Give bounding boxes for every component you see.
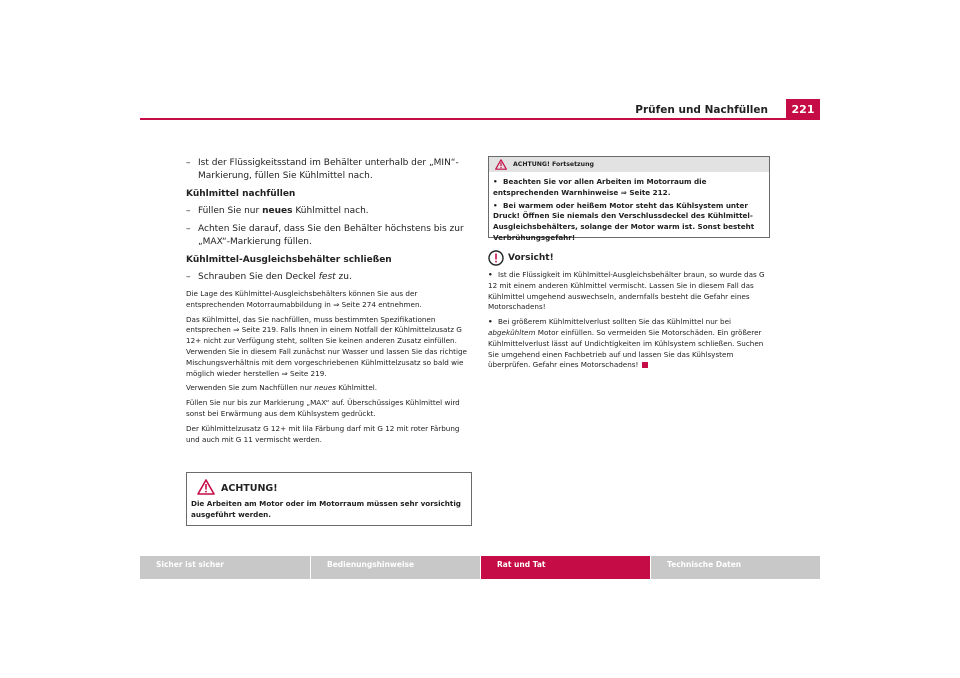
section-end-icon bbox=[642, 362, 648, 368]
info-paragraph: Füllen Sie nur bis zur Markierung „MAX“ auf. Überschüssiges Kühlmittel wird sonst bei Erwärmung aus dem Kühlsystem gedrückt. bbox=[186, 398, 460, 418]
step-item bbox=[186, 271, 472, 284]
step-item bbox=[186, 223, 472, 249]
continuation-body bbox=[489, 172, 769, 244]
step-text: Füllen Sie nur neues Kühlmittel nach. bbox=[198, 206, 369, 216]
step-item bbox=[186, 205, 472, 218]
arrow-icon: ⇒ bbox=[281, 368, 288, 378]
tab-bedienungshinweise[interactable]: Bedienungshinweise bbox=[310, 556, 480, 579]
page-reference[interactable]: Seite 274 bbox=[341, 299, 376, 309]
warning-box bbox=[186, 472, 472, 526]
caution-exclamation-icon bbox=[488, 250, 504, 266]
continuation-header bbox=[489, 157, 769, 172]
dash-marker: – bbox=[186, 272, 191, 282]
bullet-marker: • bbox=[488, 270, 493, 279]
dash-marker: – bbox=[186, 206, 191, 216]
bullet-marker: • bbox=[493, 177, 498, 186]
info-paragraph: Das Kühlmittel, das Sie nachfüllen, muss bestimmten Spezifikationen entsprechen ⇒ Seite 219. Falls Ihnen in einem Notfall der Kühlmittelzusatz G 12+ nicht zur Verfügung steht, sollten Sie keinen anderen Zusatz einfüllen. Verwenden Sie in diesem Fall zunächst nur Wasser und lassen Sie das richtige Mischungsverhältnis mit dem vorgeschriebenen Kühlmittelzusatz so bald wie möglich wieder herstellen ⇒ Seite 219. bbox=[186, 314, 467, 378]
caution-title: Vorsicht! bbox=[508, 253, 554, 263]
warning-triangle-icon bbox=[197, 479, 215, 495]
dash-marker: – bbox=[186, 158, 191, 168]
warning-title: ACHTUNG! bbox=[221, 482, 278, 494]
subheading: Kühlmittel nachfüllen bbox=[186, 189, 296, 199]
step-text: Schrauben Sie den Deckel fest zu. bbox=[198, 272, 352, 282]
info-paragraph: Die Lage des Kühlmittel-Ausgleichsbehälters können Sie aus der entsprechenden Motorraumabbildung in ⇒ Seite 274 entnehmen. bbox=[186, 289, 422, 309]
warning-text: Die Arbeiten am Motor oder im Motorraum müssen sehr vorsichtig ausgeführt werden. bbox=[191, 499, 461, 519]
page-number: 221 bbox=[786, 99, 820, 119]
step-text: Achten Sie darauf, dass Sie den Behälter höchstens bis zur „MAX“-Markierung füllen. bbox=[198, 224, 464, 247]
arrow-icon: ⇒ bbox=[233, 325, 240, 335]
continuation-title: ACHTUNG! Fortsetzung bbox=[513, 161, 594, 168]
dash-marker: – bbox=[186, 224, 191, 234]
warning-continuation-box bbox=[488, 156, 770, 242]
caution-section bbox=[488, 250, 772, 375]
arrow-icon: ⇒ bbox=[333, 299, 340, 309]
tab-rat-und-tat[interactable]: Rat und Tat bbox=[480, 556, 650, 579]
caution-item: • Bei größerem Kühlmittelverlust sollten Sie das Kühlmittel nur bei abgekühltem Motor einfüllen. So vermeiden Sie Motorschäden. Ein größerer Kühlmittelverlust lässt auf Undichtigkeiten im Kühlsystem schließen. Suchen Sie umgehend einen Fachbetrieb auf und lassen Sie das Kühlsystem überprüfen. Gefahr eines Motorschadens! bbox=[488, 317, 764, 370]
footer-tabs bbox=[140, 556, 820, 579]
page-header-title: Prüfen und Nachfüllen bbox=[635, 104, 768, 116]
warning-bullet: • Bei warmem oder heißem Motor steht das Kühlsystem unter Druck! Öffnen Sie niemals den Verschlussdeckel des Kühlmittel-Ausgleichsbehälters, solange der Motor warm ist. Sonst besteht Verbrühungsgefahr! bbox=[493, 200, 755, 242]
info-paragraph: Verwenden Sie zum Nachfüllen nur neues Kühlmittel. bbox=[186, 383, 378, 393]
info-paragraph: Der Kühlmittelzusatz G 12+ mit lila Färbung darf mit G 12 mit roter Färbung und auch mit G 11 vermischt werden. bbox=[186, 423, 460, 444]
step-item bbox=[186, 157, 472, 183]
page-reference[interactable]: Seite 219 bbox=[241, 325, 276, 335]
step-text: Ist der Flüssigkeitsstand im Behälter unterhalb der „MIN“-Markierung, füllen Sie Kühlmittel nach. bbox=[198, 158, 459, 181]
page-reference[interactable]: Seite 219 bbox=[290, 368, 325, 378]
caution-item: • Ist die Flüssigkeit im Kühlmittel-Ausgleichsbehälter braun, so wurde das G 12 mit einem anderen Kühlmittel vermischt. Lassen Sie in diesem Fall das Kühlmittel umgehend auswechseln, andernfalls besteht die Gefahr eines Motorschadens! bbox=[488, 270, 765, 312]
left-column bbox=[186, 157, 472, 449]
subheading: Kühlmittel-Ausgleichsbehälter schließen bbox=[186, 255, 392, 265]
caution-header bbox=[488, 250, 772, 266]
warning-header bbox=[197, 479, 278, 495]
arrow-icon: ⇒ bbox=[620, 187, 627, 197]
warning-triangle-icon bbox=[495, 159, 507, 170]
tab-sicher-ist-sicher[interactable]: Sicher ist sicher bbox=[140, 556, 310, 579]
bullet-marker: • bbox=[493, 200, 498, 210]
tab-technische-daten[interactable]: Technische Daten bbox=[650, 556, 820, 579]
page-reference[interactable]: Seite 212 bbox=[629, 187, 668, 197]
warning-bullet: • Beachten Sie vor allen Arbeiten im Motorraum die entsprechenden Warnhinweise ⇒ Seite 212. bbox=[493, 177, 707, 197]
header-rule bbox=[140, 118, 820, 120]
bullet-marker: • bbox=[488, 317, 493, 327]
